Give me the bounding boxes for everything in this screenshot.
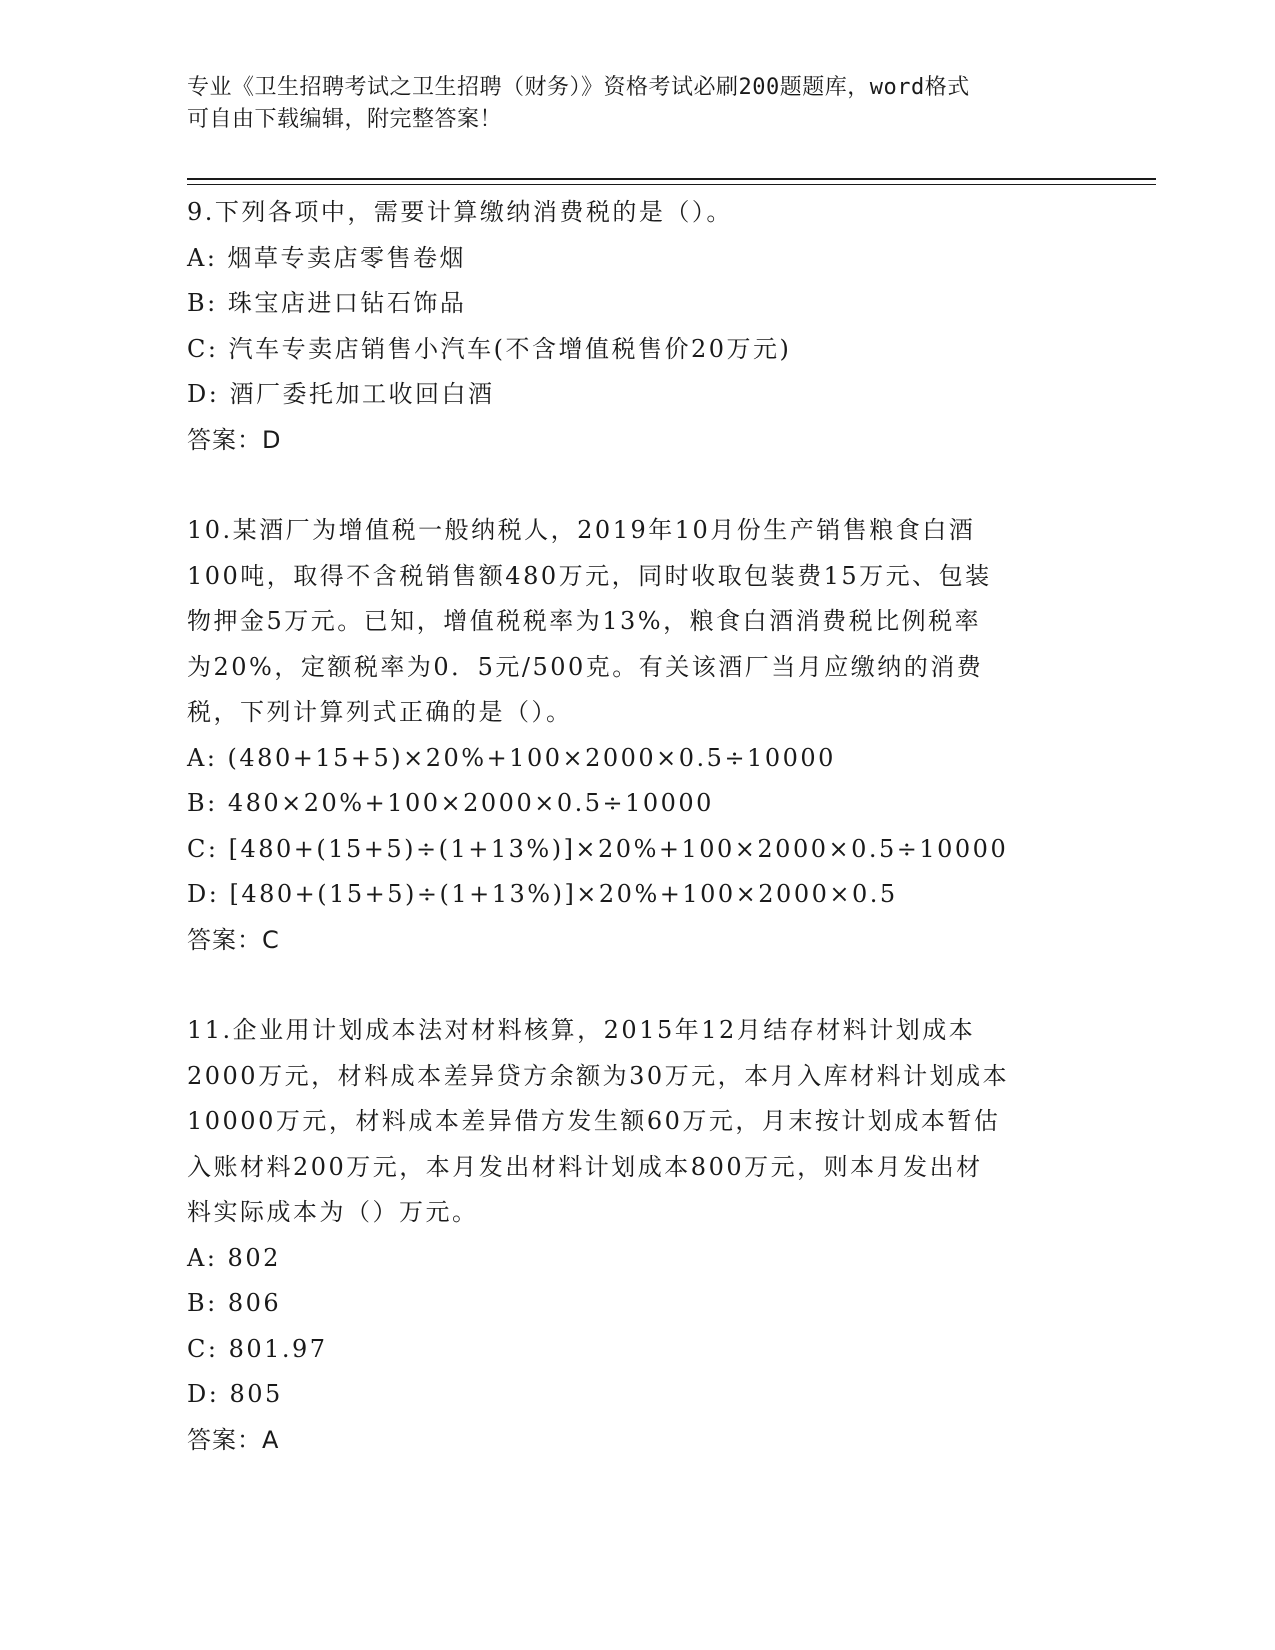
question-stem-line: 10.某酒厂为增值税一般纳税人，2019年10月份生产销售粮食白酒	[187, 516, 976, 544]
header-line-2: 可自由下载编辑，附完整答案！	[187, 107, 503, 132]
question-stem-line: 税，下列计算列式正确的是（）。	[187, 698, 573, 726]
answer-line: 答案：A	[187, 1425, 280, 1454]
option-c: C: 汽车专卖店销售小汽车(不含增值税售价20万元)	[187, 334, 792, 363]
option-b: B: 806	[187, 1289, 282, 1317]
header-rule-thin	[187, 184, 1156, 185]
question-stem-line: 100吨，取得不含税销售额480万元，同时收取包装费15万元、包装	[187, 561, 992, 590]
question-10	[187, 508, 1087, 963]
option-d: D: 酒厂委托加工收回白酒	[187, 380, 495, 408]
question-stem-line: 10000万元，材料成本差异借方发生额60万元，月末按计划成本暂估	[187, 1107, 1001, 1135]
option-c: C: [480+(15+5)÷(1+13%)]×20%+100×2000×0.5÷10000	[187, 834, 1009, 863]
document-header	[187, 72, 1067, 136]
option-a: A: 烟草专卖店零售卷烟	[187, 243, 467, 272]
header-rule-thick	[187, 178, 1156, 180]
question-stem-line: 为20%，定额税率为0．5元/500克。有关该酒厂当月应缴纳的消费	[187, 652, 984, 681]
question-stem-line: 11.企业用计划成本法对材料核算，2015年12月结存材料计划成本	[187, 1016, 976, 1044]
option-a: A: 802	[187, 1243, 281, 1272]
header-line-1: 专业《卫生招聘考试之卫生招聘（财务）》资格考试必刷200题题库，word格式	[187, 75, 970, 100]
question-list	[187, 190, 1087, 1463]
option-d: D: [480+(15+5)÷(1+13%)]×20%+100×2000×0.5	[187, 880, 898, 908]
question-stem-line: 料实际成本为（）万元。	[187, 1198, 479, 1226]
answer-line: 答案：C	[187, 925, 280, 954]
option-c: C: 801.97	[187, 1334, 328, 1363]
answer-line: 答案：D	[187, 425, 282, 454]
question-11	[187, 1008, 1087, 1463]
option-a: A: (480+15+5)×20%+100×2000×0.5÷10000	[187, 743, 836, 772]
option-d: D: 805	[187, 1380, 283, 1408]
option-b: B: 480×20%+100×2000×0.5÷10000	[187, 789, 714, 817]
option-b: B: 珠宝店进口钻石饰品	[187, 289, 467, 317]
question-stem-line: 入账材料200万元，本月发出材料计划成本800万元，则本月发出材	[187, 1152, 983, 1181]
question-9	[187, 190, 1087, 463]
question-spacer	[187, 963, 1087, 1008]
question-stem-line: 9.下列各项中，需要计算缴纳消费税的是（）。	[187, 198, 733, 226]
question-spacer	[187, 463, 1087, 508]
question-stem-line: 物押金5万元。已知，增值税税率为13%，粮食白酒消费税比例税率	[187, 607, 982, 635]
question-stem-line: 2000万元，材料成本差异贷方余额为30万元，本月入库材料计划成本	[187, 1061, 1010, 1090]
